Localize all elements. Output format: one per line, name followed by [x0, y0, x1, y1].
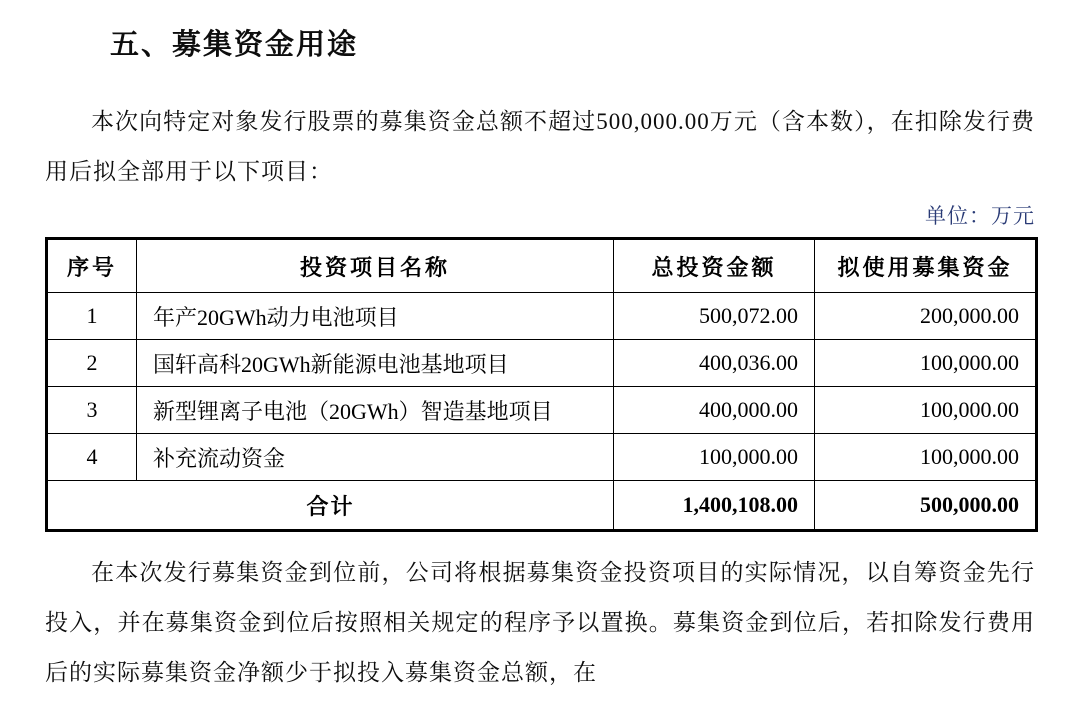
header-project-name: 投资项目名称 — [137, 239, 614, 293]
raised-funds: 100,000.00 — [815, 434, 1037, 481]
row-number: 3 — [47, 387, 137, 434]
table-total-row — [47, 481, 1037, 531]
section-title: 五、募集资金用途 — [110, 29, 359, 61]
total-investment: 100,000.00 — [614, 434, 815, 481]
row-number: 4 — [47, 434, 137, 481]
project-name: 新型锂离子电池（20GWh）智造基地项目 — [137, 387, 614, 434]
table-row — [47, 387, 1037, 434]
raised-funds-sum: 500,000.00 — [815, 481, 1037, 531]
table-row — [47, 293, 1037, 340]
raised-funds: 100,000.00 — [815, 387, 1037, 434]
total-investment: 400,000.00 — [614, 387, 815, 434]
total-investment: 500,072.00 — [614, 293, 815, 340]
raised-funds: 100,000.00 — [815, 340, 1037, 387]
project-name: 补充流动资金 — [137, 434, 614, 481]
header-no: 序号 — [47, 239, 137, 293]
project-name: 国轩高科20GWh新能源电池基地项目 — [137, 340, 614, 387]
funds-usage-table — [45, 237, 1038, 532]
project-name: 年产20GWh动力电池项目 — [137, 293, 614, 340]
raised-funds: 200,000.00 — [815, 293, 1037, 340]
total-label: 合计 — [47, 481, 614, 531]
header-raised-funds: 拟使用募集资金 — [815, 239, 1037, 293]
total-investment-sum: 1,400,108.00 — [614, 481, 815, 531]
total-investment: 400,036.00 — [614, 340, 815, 387]
table-row — [47, 340, 1037, 387]
row-number: 2 — [47, 340, 137, 387]
replacement-paragraph: 在本次发行募集资金到位前，公司将根据募集资金投资项目的实际情况，以自筹资金先行投入，并在募集资金到位后按照相关规定的程序予以置换。募集资金到位后，若扣除发行费用后的实际募集资金净额少于拟投入募集资金总额，在 — [45, 560, 1035, 685]
table-row — [47, 434, 1037, 481]
table-header-row — [47, 239, 1037, 293]
header-total-investment: 总投资金额 — [614, 239, 815, 293]
row-number: 1 — [47, 293, 137, 340]
intro-paragraph: 本次向特定对象发行股票的募集资金总额不超过500,000.00万元（含本数），在扣除发行费用后拟全部用于以下项目： — [45, 109, 1035, 184]
unit-label: 单位：万元 — [925, 204, 1035, 228]
